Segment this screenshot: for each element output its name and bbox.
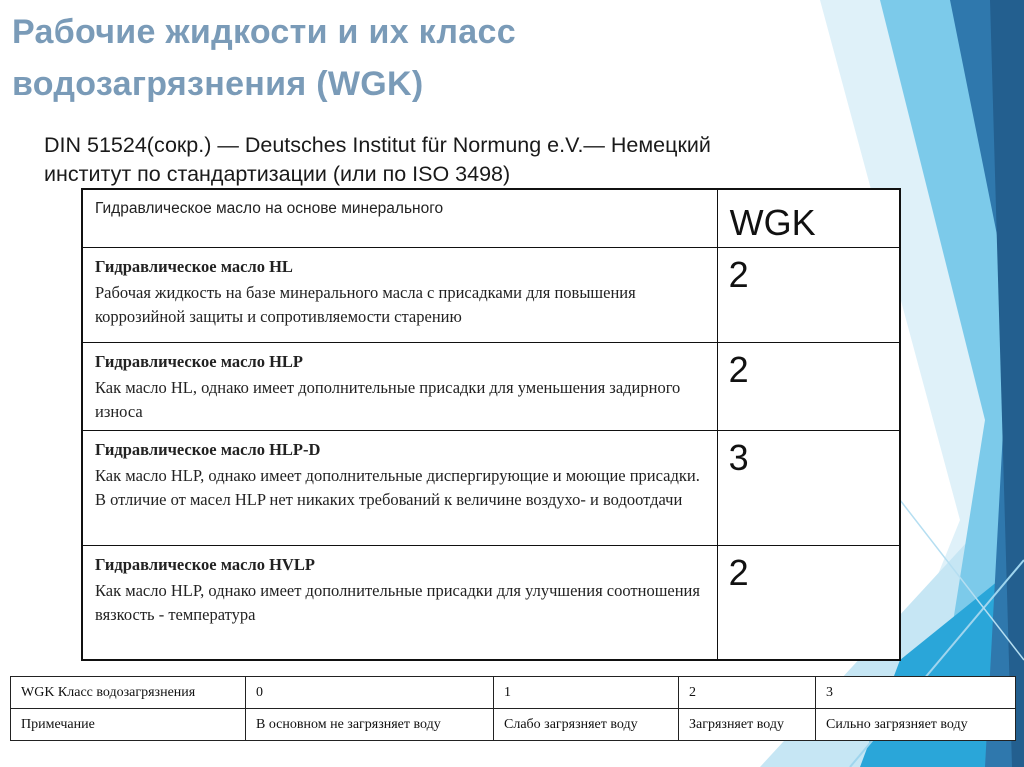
oil-description-cell: [82, 342, 717, 430]
oil-description-cell: [82, 430, 717, 545]
oil-title: Гидравлическое масло HLP: [95, 351, 303, 371]
oil-description-cell: [82, 545, 717, 660]
wgk-value: 3: [728, 436, 749, 478]
title-line-2: водозагрязнения (WGK): [12, 65, 424, 103]
legend-cell: 2: [679, 677, 816, 709]
header-wgk-cell: [717, 189, 900, 247]
legend-cell: WGK Класс водозагрязнения: [11, 677, 246, 709]
wgk-value-cell: [717, 247, 900, 342]
subtitle-line-2: институт по стандартизации (или по ISO 3498): [44, 162, 511, 186]
oil-description: Как масло HLP, однако имеет дополнительные присадки для улучшения соотношения вязкость - температура: [95, 580, 700, 624]
legend-cell: Примечание: [11, 709, 246, 741]
table-row: [82, 430, 900, 545]
table-header-row: [82, 189, 900, 247]
oil-description: Как масло HL, однако имеет дополнительные присадки для уменьшения задирного износа: [95, 377, 681, 421]
legend-row-classes: [11, 677, 1016, 709]
wgk-value-cell: [717, 545, 900, 660]
oil-description-cell: [82, 247, 717, 342]
slide-subtitle: [44, 131, 864, 189]
oil-description: Как масло HLP, однако имеет дополнительные диспергирующие и моющие присадки. В отличие от масел HLP нет никаких требований к величине воздухо- и водоотдачи: [95, 465, 700, 509]
wgk-value: 2: [728, 551, 749, 593]
legend-row-notes: [11, 709, 1016, 741]
legend-cell: Загрязняет воду: [679, 709, 816, 741]
legend-cell: 1: [494, 677, 679, 709]
oil-title: Гидравлическое масло HVLP: [95, 554, 315, 574]
table-row: [82, 247, 900, 342]
oil-title: Гидравлическое масло HLP-D: [95, 439, 321, 459]
wgk-value: 2: [728, 253, 749, 295]
subtitle-line-1: DIN 51524(сокр.) — Deutsches Institut für Normung e.V.— Немецкий: [44, 133, 711, 157]
legend-cell: В основном не загрязняет воду: [246, 709, 494, 741]
legend-cell: 0: [246, 677, 494, 709]
title-line-1: Рабочие жидкости и их класс: [12, 13, 516, 51]
legend-cell: 3: [816, 677, 1016, 709]
header-label: Гидравлическое масло на основе минерального: [95, 200, 444, 217]
table-row: [82, 545, 900, 660]
wgk-value-cell: [717, 342, 900, 430]
oil-description: Рабочая жидкость на базе минерального масла с присадками для повышения коррозийной защиты и сопротивляемости старению: [95, 282, 636, 326]
slide-title: [12, 6, 516, 110]
header-wgk: WGK: [729, 202, 816, 243]
wgk-legend-table: [10, 676, 1016, 741]
table-row: [82, 342, 900, 430]
legend-cell: Слабо загрязняет воду: [494, 709, 679, 741]
oil-wgk-table: [81, 188, 901, 661]
wgk-value: 2: [728, 348, 749, 390]
oil-title: Гидравлическое масло HL: [95, 256, 293, 276]
wgk-value-cell: [717, 430, 900, 545]
header-label-cell: [82, 189, 717, 247]
legend-cell: Сильно загрязняет воду: [816, 709, 1016, 741]
